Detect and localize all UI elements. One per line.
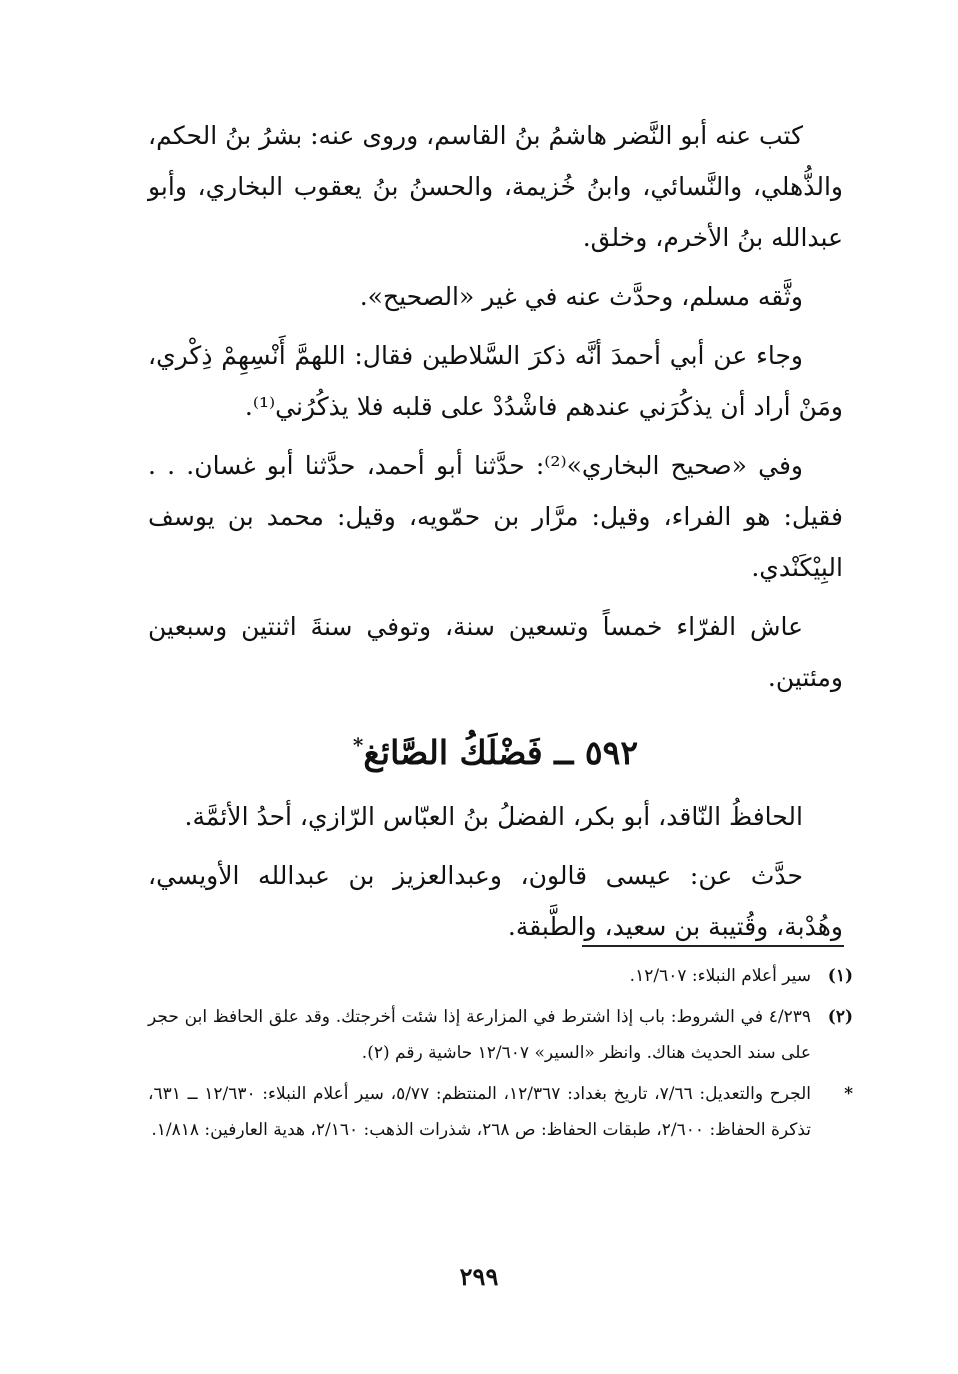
footnote-text: ٤/٢٣٩ في الشروط: باب إذا اشترط في المزارعة إذا شئت أخرجتك. وقد علق الحافظ ابن حجر على سند الحديث هناك. وانظر «السير» ١٢/٦٠٧ حاشية رقم (٢). (148, 1007, 811, 1063)
footnotes (148, 958, 853, 1153)
paragraph-muslim: وثَّقه مسلم، وحدَّث عنه في غير «الصحيح». (359, 282, 803, 311)
page-number: ٢٩٩ (459, 1262, 499, 1291)
footnote-separator (582, 945, 844, 947)
paragraph-death: عاش الفرّاء خمساً وتسعين سنة، وتوفي سنةَ اثنتين وسبعين ومئتين. (148, 612, 843, 692)
footnote-marker: (١) (827, 966, 853, 986)
entry-heading-text: ٥٩٢ ــ فَضْلَكُ الصَّائغ (363, 733, 639, 772)
paragraph-narrators: كتب عنه أبو النَّضر هاشمُ بنُ القاسم، وروى عنه: بشرُ بنُ الحكم، والذُّهلي، والنَّسائي، وابنُ خُزيمة، والحسنُ بنُ يعقوب البخاري، وأبو عبدالله بنُ الأخرم، وخلق. (148, 121, 843, 252)
entry-heading (148, 717, 843, 781)
footnote-text: الجرح والتعديل: ٧/٦٦، تاريخ بغداد: ١٢/٣٦٧، المنتظم: ٥/٧٧، سير أعلام النبلاء: ١٢/٦٣٠ ــ ٦٣١، تذكرة الحفاظ: ٢/٦٠٠، طبقات الحفاظ: ص ٢٦٨، شذرات الذهب: ٢/١٦٠، هدية العارفين: ١/٨١٨. (148, 1084, 811, 1140)
paragraph-teachers: حدَّث عن: عيسى قالون، وعبدالعزيز بن عبدالله الأويسي، وهُدْبة، وقُتيبة بن سعيد، والطَّبقة. (148, 861, 843, 941)
footnote-marker: (٢) (827, 1007, 853, 1027)
footnote (148, 999, 853, 1071)
footnote-text: سير أعلام النبلاء: ١٢/٦٠٧. (629, 966, 811, 986)
paragraph-sultans: وجاء عن أبي أحمدَ أنَّه ذكرَ السَّلاطين فقال: اللهمَّ أَنْسِهِمْ ذِكْري، ومَنْ أراد أن يذكُرَني عندهم فاشْدُدْ على قلبه فلا يذكُرُني⁽¹⁾. (148, 341, 843, 421)
footnote (148, 958, 853, 994)
main-text (148, 110, 843, 960)
footnote (148, 1076, 853, 1148)
paragraph-description: الحافظُ النّاقد، أبو بكر، الفضلُ بنُ العبّاس الرّازي، أحدُ الأئمَّة. (184, 802, 803, 831)
entry-heading-mark: * (352, 733, 364, 757)
paragraph-bukhari: وفي «صحيح البخاري»⁽²⁾: حدَّثنا أبو أحمد، حدَّثنا أبو غسان. . . فقيل: هو الفراء، وقيل: مرَّار بن حمّويه، وقيل: محمد بن يوسف البِيْكَنْدي. (148, 451, 843, 582)
footnote-marker: * (844, 1084, 853, 1104)
